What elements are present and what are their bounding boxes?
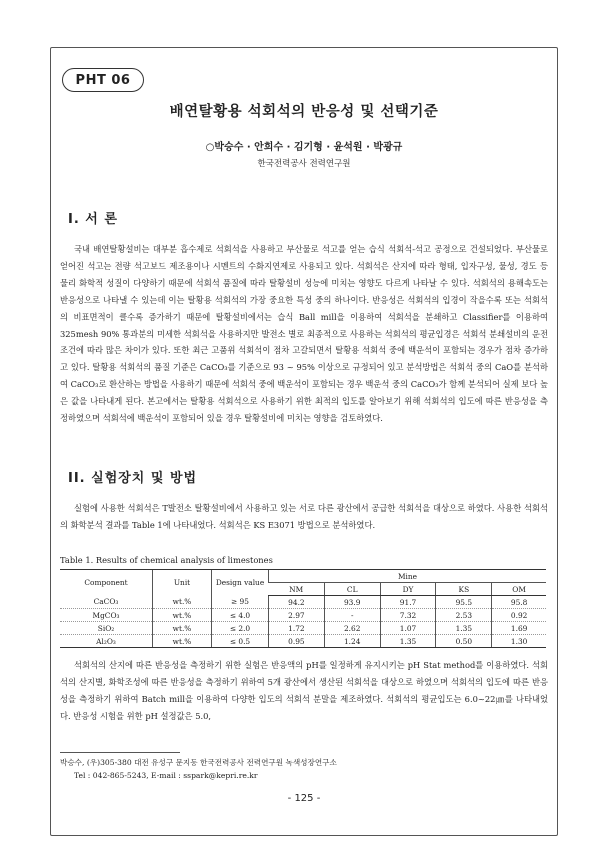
cell-value: 1.07: [380, 622, 436, 635]
session-tag: PHT 06: [62, 68, 144, 92]
header-component: Component: [60, 570, 153, 596]
cell-design: ≤ 4.0: [212, 609, 269, 622]
cell-component: Al₂O₃: [60, 635, 153, 648]
cell-value: 95.5: [436, 596, 492, 609]
footnote-divider: [60, 752, 180, 753]
footnote-address: 박승수, (우)305-380 대전 유성구 문지동 한국전력공사 전력연구원 녹색성장연구소: [60, 758, 337, 767]
cell-value: -: [324, 609, 380, 622]
cell-value: 1.69: [492, 622, 546, 635]
cell-unit: wt.%: [153, 596, 212, 609]
affiliation: 한국전력공사 전력연구원: [257, 159, 351, 169]
intro-body: [60, 241, 548, 427]
cell-value: 91.7: [380, 596, 436, 609]
page-number: - 125 -: [287, 793, 321, 804]
cell-design: ≤ 2.0: [212, 622, 269, 635]
header-mine-cl: CL: [324, 583, 380, 596]
cell-value: 2.62: [324, 622, 380, 635]
cell-value: 1.35: [380, 635, 436, 648]
after-table-paragraph: 석회석의 산지에 따른 반응성을 측정하기 위한 실험은 반응액의 pH를 일정하게 유지시키는 pH Stat method를 이용하였다. 석회석의 산지별, 화학조성에 따른 반응성을 측정하기 위하여 5개 광산에서 생산된 석회석을 대상으로 하였으며 석회석의 입도에 따른 반응성을 측정하기 위하여 Batch mill을 이용하여 다양한 입도의 석회석 분말을 제조하였다. 석회석의 평균입도는 6.0~22㎛를 나타내었다. 반응성 시험을 위한 pH 설정값은 5.0,: [60, 660, 548, 721]
cell-design: ≥ 95: [212, 596, 269, 609]
cell-value: 1.24: [324, 635, 380, 648]
results-body: [60, 657, 548, 725]
methods-paragraph: 실험에 사용한 석회석은 T발전소 탈황설비에서 사용하고 있는 서로 다른 광산에서 공급한 석회석을 대상으로 하였다. 사용한 석회석의 화학분석 결과를 Table 1에 나타내었다. 석회석은 KS E3071 방법으로 분석하였다.: [60, 503, 548, 530]
header-unit: Unit: [153, 570, 212, 596]
cell-unit: wt.%: [153, 622, 212, 635]
table-row: [60, 635, 546, 648]
paper-title: 배연탈황용 석회석의 반응성 및 선택기준: [169, 104, 439, 120]
footnote: [60, 757, 548, 782]
cell-value: 93.9: [324, 596, 380, 609]
intro-paragraph: 국내 배연탈황설비는 대부분 흡수제로 석회석을 사용하고 부산물로 석고를 얻는 습식 석회석-석고 공정으로 건설되었다. 부산물로 얻어진 석고는 전량 석고보드 제조용이나 시멘트의 수화지연제로 사용되고 있다. 석회석은 산지에 따라 형태, 입자구성, 물성, 경도 등 물리 화학적 성질이 다양하기 때문에 석회석 품질에 따라 탈황설비 성능에 미치는 영향도 다르게 나타날 수 있다. 석회석의 용해속도는 반응성으로 나타낼 수 있는데 이는 탈황용 석회석의 가장 중요한 특성 중의 하나이다. 반응성은 석회석의 입경이 작을수록 또는 석회석의 비표면적이 클수록 증가하기 때문에 탈황설비에서는 습식 Ball mill을 이용하여 석회석을 분쇄하고 Classifier를 이용하여 325mesh 90% 통과분의 미세한 석회석을 사용하지만 발전소 별로 최종적으로 사용하는 석회석의 평균입경은 석회석 분쇄설비의 운전조건에 따라 많은 차이가 있다. 또한 최근 고품위 석회석이 점차 고갈되면서 탈황용 석회석 중에 백운석이 포함되는 경우가 점차 증가하고 있다. 탈황용 석회석의 품질 기준은 CaCO₃를 기준으로 93 ~ 95% 이상으로 규정되어 있고 분석방법은 석회석 중의 CaO를 분석하여 CaCO₃로 환산하는 방법을 사용하기 때문에 석회석 중에 백운석이 포함되는 경우 백운석 중의 CaCO₃가 함께 분석되어 실제 보다 높은 값을 나타내게 된다. 본고에서는 탈황용 석회석으로 사용하기 위한 최적의 입도를 알아보기 위해 석회석의 입도에 따른 반응성을 측정하였으며 석회석에 백운석이 포함되어 있을 경우 탈황설비에 미치는 영향을 검토하였다.: [60, 244, 548, 424]
cell-unit: wt.%: [153, 609, 212, 622]
header-mine-dy: DY: [380, 583, 436, 596]
cell-design: ≤ 0.5: [212, 635, 269, 648]
cell-value: 1.30: [492, 635, 546, 648]
methods-body: [60, 500, 548, 534]
table-row: [60, 596, 546, 609]
cell-value: 1.35: [436, 622, 492, 635]
table-caption: Table 1. Results of chemical analysis of limestones: [60, 555, 273, 565]
header-design: Design value: [212, 570, 269, 596]
cell-value: 94.2: [269, 596, 325, 609]
cell-value: 95.8: [492, 596, 546, 609]
cell-component: SiO₂: [60, 622, 153, 635]
table-row: [60, 609, 546, 622]
cell-value: 2.53: [436, 609, 492, 622]
section-heading-methods: II. 실험장치 및 방법: [68, 471, 198, 486]
header-mine: Mine: [269, 570, 547, 583]
cell-component: MgCO₃: [60, 609, 153, 622]
cell-value: 0.50: [436, 635, 492, 648]
cell-value: 2.97: [269, 609, 325, 622]
header-mine-om: OM: [492, 583, 546, 596]
cell-component: CaCO₃: [60, 596, 153, 609]
cell-value: 0.92: [492, 609, 546, 622]
section-heading-intro: I. 서 론: [68, 212, 118, 227]
header-mine-ks: KS: [436, 583, 492, 596]
table-row: [60, 622, 546, 635]
cell-value: 1.72: [269, 622, 325, 635]
cell-value: 7.32: [380, 609, 436, 622]
chemical-analysis-table: [60, 569, 546, 648]
cell-value: 0.95: [269, 635, 325, 648]
header-mine-nm: NM: [269, 583, 325, 596]
authors: ○박승수 · 안희수 · 김기형 · 윤석원 · 박광규: [205, 142, 403, 153]
footnote-contact: Tel : 042-865-5243, E-mail : sspark@kepri.re.kr: [74, 770, 258, 780]
cell-unit: wt.%: [153, 635, 212, 648]
